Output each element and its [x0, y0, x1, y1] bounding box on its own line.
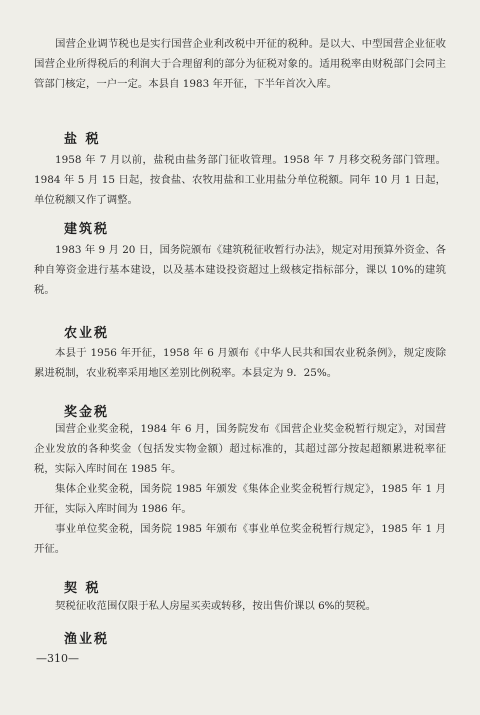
bonus-tax-paragraph-state: 国营企业奖金税，1984 年 6 月，国务院发布《国营企业奖金税暂行规定》，对国营企业发放的各种奖金（包括发实物金额）超过标准的，其超过部分按起超额累进税率征税，实际入库时间在 1985 年。: [34, 423, 446, 475]
agriculture-tax-paragraph: 本县于 1956 年开征，1958 年 6 月颁布《中华人民共和国农业税条例》，规定废除累进税制，农业税率采用地区差别比例税率。本县定为 9．25%。: [34, 347, 446, 379]
deed-tax-heading: 契 税: [64, 581, 101, 596]
salt-tax-paragraph: 1958 年 7 月以前，盐税由盐务部门征收管理。1958 年 7 月移交税务部门管理。1984 年 5 月 15 日起，按食盐、农牧用盐和工业用盐分单位税额。同年 10 月 1 日起，单位税额又作了调整。: [34, 154, 446, 206]
deed-tax-paragraph: 契税征收范围仅限于私人房屋买卖或转移，按出售价课以 6%的契税。: [55, 600, 377, 612]
bonus-tax-paragraph-institution: 事业单位奖金税，国务院 1985 年颁布《事业单位奖金税暂行规定》，1985 年 1 月开征。: [34, 523, 446, 555]
construction-tax-heading: 建筑税: [64, 222, 110, 237]
fishery-tax-heading: 渔业税: [64, 632, 110, 647]
agriculture-tax-heading: 农业税: [64, 326, 110, 341]
bonus-tax-paragraph-collective: 集体企业奖金税，国务院 1985 年颁发《集体企业奖金税暂行规定》，1985 年 1 月开征，实际入库时间为 1986 年。: [34, 483, 446, 515]
construction-tax-paragraph: 1983 年 9 月 20 日，国务院颁布《建筑税征收暂行办法》，规定对用预算外资金、各种自筹资金进行基本建设，以及基本建设投资超过上级核定指标部分，课以 10%的建筑税。: [34, 244, 446, 296]
bonus-tax-heading: 奖金税: [64, 405, 110, 420]
page-number: —310—: [36, 652, 79, 665]
salt-tax-heading: 盐 税: [64, 132, 101, 147]
intro-paragraph: 国营企业调节税也是实行国营企业利改税中开征的税种。是以大、中型国营企业征收国营企业所得税后的利润大于合理留利的部分为征税对象的。适用税率由财税部门会同主管部门核定，一户一定。本县自 1983 年开征，下半年首次入库。: [34, 38, 446, 90]
